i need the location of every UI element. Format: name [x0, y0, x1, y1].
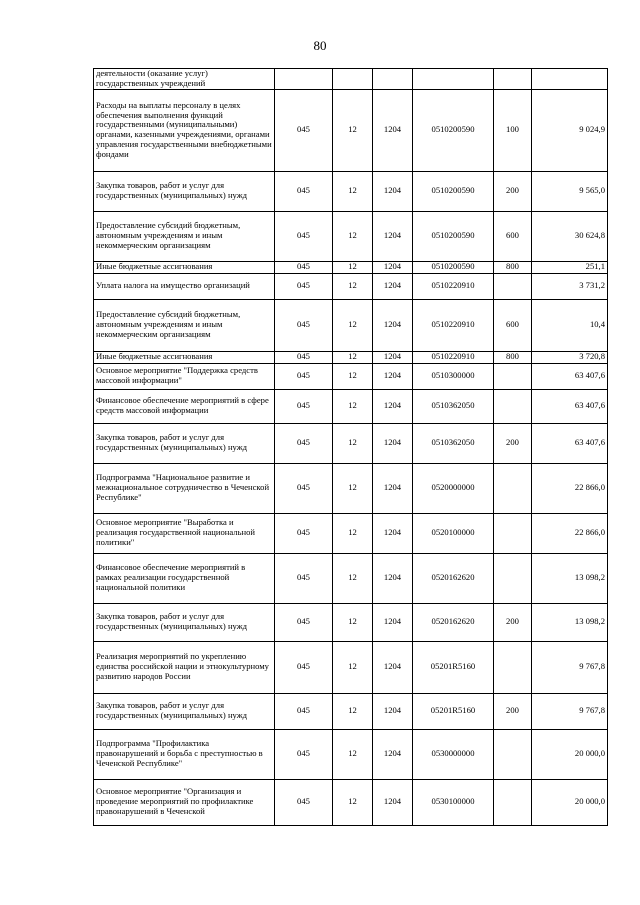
row-target-article-code: 0510200590 — [413, 211, 494, 261]
row-expense-type-code — [494, 363, 532, 389]
row-target-article-code: 05201R5160 — [413, 641, 494, 693]
table-row — [94, 261, 608, 273]
row-grbs-code: 045 — [275, 779, 333, 825]
row-section-code: 12 — [333, 423, 373, 463]
row-subsection-code: 1204 — [373, 463, 413, 513]
row-expense-type-code: 200 — [494, 603, 532, 641]
row-grbs-code: 045 — [275, 463, 333, 513]
table-row — [94, 89, 608, 171]
row-subsection-code: 1204 — [373, 779, 413, 825]
row-expense-type-code — [494, 463, 532, 513]
row-description: Подпрограмма "Национальное развитие и межнациональное сотрудничество в Чеченской Республике" — [94, 463, 275, 513]
row-description: Реализация мероприятий по укреплению единства российской нации и этнокультурному развитию народов России — [94, 641, 275, 693]
row-grbs-code: 045 — [275, 89, 333, 171]
row-section-code: 12 — [333, 211, 373, 261]
row-amount: 13 098,2 — [532, 553, 608, 603]
row-section-code: 12 — [333, 603, 373, 641]
row-description: деятельности (оказание услуг) государственных учреждений — [94, 69, 275, 90]
table-row — [94, 273, 608, 299]
row-description: Предоставление субсидий бюджетным, автономным учреждениям и иным некоммерческим организациям — [94, 211, 275, 261]
row-subsection-code: 1204 — [373, 351, 413, 363]
budget-table — [93, 68, 608, 826]
table-row — [94, 553, 608, 603]
row-grbs-code: 045 — [275, 261, 333, 273]
row-section-code: 12 — [333, 553, 373, 603]
row-target-article-code: 0510200590 — [413, 89, 494, 171]
row-description: Подпрограмма "Профилактика правонарушений и борьба с преступностью в Чеченской Республике" — [94, 729, 275, 779]
row-subsection-code: 1204 — [373, 513, 413, 553]
table-row — [94, 513, 608, 553]
row-section-code: 12 — [333, 779, 373, 825]
row-target-article-code: 0510362050 — [413, 389, 494, 423]
row-expense-type-code — [494, 513, 532, 553]
table-row — [94, 779, 608, 825]
row-section-code: 12 — [333, 693, 373, 729]
table-row — [94, 211, 608, 261]
row-description: Основное мероприятие "Организация и проведение мероприятий по профилактике правонарушений в Чеченской — [94, 779, 275, 825]
row-expense-type-code — [494, 553, 532, 603]
row-expense-type-code: 100 — [494, 89, 532, 171]
row-description: Основное мероприятие "Поддержка средств массовой информации" — [94, 363, 275, 389]
row-target-article-code: 0520000000 — [413, 463, 494, 513]
row-amount — [532, 69, 608, 90]
row-section-code: 12 — [333, 89, 373, 171]
row-amount: 251,1 — [532, 261, 608, 273]
row-target-article-code: 0510220910 — [413, 273, 494, 299]
row-target-article-code: 0510220910 — [413, 299, 494, 351]
row-target-article-code — [413, 69, 494, 90]
row-amount: 30 624,8 — [532, 211, 608, 261]
row-subsection-code: 1204 — [373, 261, 413, 273]
row-subsection-code: 1204 — [373, 211, 413, 261]
row-expense-type-code: 800 — [494, 351, 532, 363]
row-section-code: 12 — [333, 463, 373, 513]
row-target-article-code: 0530000000 — [413, 729, 494, 779]
row-grbs-code: 045 — [275, 553, 333, 603]
row-target-article-code: 0520162620 — [413, 603, 494, 641]
row-description: Закупка товаров, работ и услуг для государственных (муниципальных) нужд — [94, 171, 275, 211]
row-amount: 3 720,8 — [532, 351, 608, 363]
row-expense-type-code: 600 — [494, 299, 532, 351]
row-section-code: 12 — [333, 641, 373, 693]
row-section-code: 12 — [333, 729, 373, 779]
row-amount: 63 407,6 — [532, 363, 608, 389]
table-row — [94, 351, 608, 363]
row-description: Уплата налога на имущество организаций — [94, 273, 275, 299]
row-expense-type-code — [494, 273, 532, 299]
row-target-article-code: 0510362050 — [413, 423, 494, 463]
table-row — [94, 603, 608, 641]
row-subsection-code: 1204 — [373, 171, 413, 211]
table-row — [94, 729, 608, 779]
row-grbs-code: 045 — [275, 389, 333, 423]
row-description: Финансовое обеспечение мероприятий в сфере средств массовой информации — [94, 389, 275, 423]
row-expense-type-code — [494, 69, 532, 90]
row-expense-type-code — [494, 729, 532, 779]
row-grbs-code: 045 — [275, 211, 333, 261]
row-description: Основное мероприятие "Выработка и реализация государственной национальной политики" — [94, 513, 275, 553]
row-description: Закупка товаров, работ и услуг для государственных (муниципальных) нужд — [94, 423, 275, 463]
row-amount: 22 866,0 — [532, 513, 608, 553]
row-amount: 3 731,2 — [532, 273, 608, 299]
row-grbs-code — [275, 69, 333, 90]
row-description: Финансовое обеспечение мероприятий в рамках реализации государственной национальной политики — [94, 553, 275, 603]
row-subsection-code: 1204 — [373, 423, 413, 463]
row-section-code: 12 — [333, 171, 373, 211]
row-amount: 20 000,0 — [532, 729, 608, 779]
row-expense-type-code: 200 — [494, 423, 532, 463]
row-description: Предоставление субсидий бюджетным, автономным учреждениям и иным некоммерческим организациям — [94, 299, 275, 351]
row-grbs-code: 045 — [275, 603, 333, 641]
row-target-article-code: 0530100000 — [413, 779, 494, 825]
table-row — [94, 363, 608, 389]
row-grbs-code: 045 — [275, 273, 333, 299]
row-subsection-code: 1204 — [373, 603, 413, 641]
row-target-article-code: 0510220910 — [413, 351, 494, 363]
row-target-article-code: 05201R5160 — [413, 693, 494, 729]
table-row — [94, 171, 608, 211]
table-row — [94, 463, 608, 513]
row-expense-type-code: 200 — [494, 693, 532, 729]
table-row — [94, 423, 608, 463]
row-description: Расходы на выплаты персоналу в целях обеспечения выполнения функций государственными (муниципальными) органами, казенными учреждениями, органами управления государственными внебюджетными фондами — [94, 89, 275, 171]
row-grbs-code: 045 — [275, 171, 333, 211]
row-expense-type-code: 800 — [494, 261, 532, 273]
row-section-code: 12 — [333, 261, 373, 273]
row-grbs-code: 045 — [275, 729, 333, 779]
row-amount: 9 024,9 — [532, 89, 608, 171]
row-amount: 9 565,0 — [532, 171, 608, 211]
row-grbs-code: 045 — [275, 363, 333, 389]
row-grbs-code: 045 — [275, 641, 333, 693]
row-grbs-code: 045 — [275, 351, 333, 363]
row-amount: 63 407,6 — [532, 423, 608, 463]
row-section-code: 12 — [333, 389, 373, 423]
budget-table-body — [94, 69, 608, 826]
row-amount: 9 767,8 — [532, 641, 608, 693]
row-description: Иные бюджетные ассигнования — [94, 261, 275, 273]
row-subsection-code: 1204 — [373, 389, 413, 423]
row-grbs-code: 045 — [275, 423, 333, 463]
row-target-article-code: 0510200590 — [413, 171, 494, 211]
row-subsection-code: 1204 — [373, 273, 413, 299]
row-amount: 63 407,6 — [532, 389, 608, 423]
row-amount: 10,4 — [532, 299, 608, 351]
row-grbs-code: 045 — [275, 299, 333, 351]
table-row — [94, 69, 608, 90]
row-subsection-code: 1204 — [373, 553, 413, 603]
row-expense-type-code — [494, 641, 532, 693]
row-description: Закупка товаров, работ и услуг для государственных (муниципальных) нужд — [94, 693, 275, 729]
row-target-article-code: 0520162620 — [413, 553, 494, 603]
row-subsection-code: 1204 — [373, 729, 413, 779]
row-grbs-code: 045 — [275, 693, 333, 729]
row-description: Иные бюджетные ассигнования — [94, 351, 275, 363]
page-number: 80 — [313, 38, 327, 53]
row-amount: 9 767,8 — [532, 693, 608, 729]
row-section-code: 12 — [333, 273, 373, 299]
row-subsection-code — [373, 69, 413, 90]
table-row — [94, 641, 608, 693]
row-target-article-code: 0520100000 — [413, 513, 494, 553]
table-row — [94, 299, 608, 351]
row-expense-type-code: 600 — [494, 211, 532, 261]
table-row — [94, 389, 608, 423]
row-subsection-code: 1204 — [373, 363, 413, 389]
row-section-code: 12 — [333, 351, 373, 363]
table-row — [94, 693, 608, 729]
row-subsection-code: 1204 — [373, 89, 413, 171]
row-section-code — [333, 69, 373, 90]
row-expense-type-code: 200 — [494, 171, 532, 211]
row-expense-type-code — [494, 779, 532, 825]
row-grbs-code: 045 — [275, 513, 333, 553]
row-description: Закупка товаров, работ и услуг для государственных (муниципальных) нужд — [94, 603, 275, 641]
row-subsection-code: 1204 — [373, 693, 413, 729]
row-subsection-code: 1204 — [373, 299, 413, 351]
row-section-code: 12 — [333, 363, 373, 389]
row-expense-type-code — [494, 389, 532, 423]
row-target-article-code: 0510200590 — [413, 261, 494, 273]
row-target-article-code: 0510300000 — [413, 363, 494, 389]
row-section-code: 12 — [333, 299, 373, 351]
row-subsection-code: 1204 — [373, 641, 413, 693]
row-amount: 20 000,0 — [532, 779, 608, 825]
row-amount: 22 866,0 — [532, 463, 608, 513]
row-amount: 13 098,2 — [532, 603, 608, 641]
row-section-code: 12 — [333, 513, 373, 553]
